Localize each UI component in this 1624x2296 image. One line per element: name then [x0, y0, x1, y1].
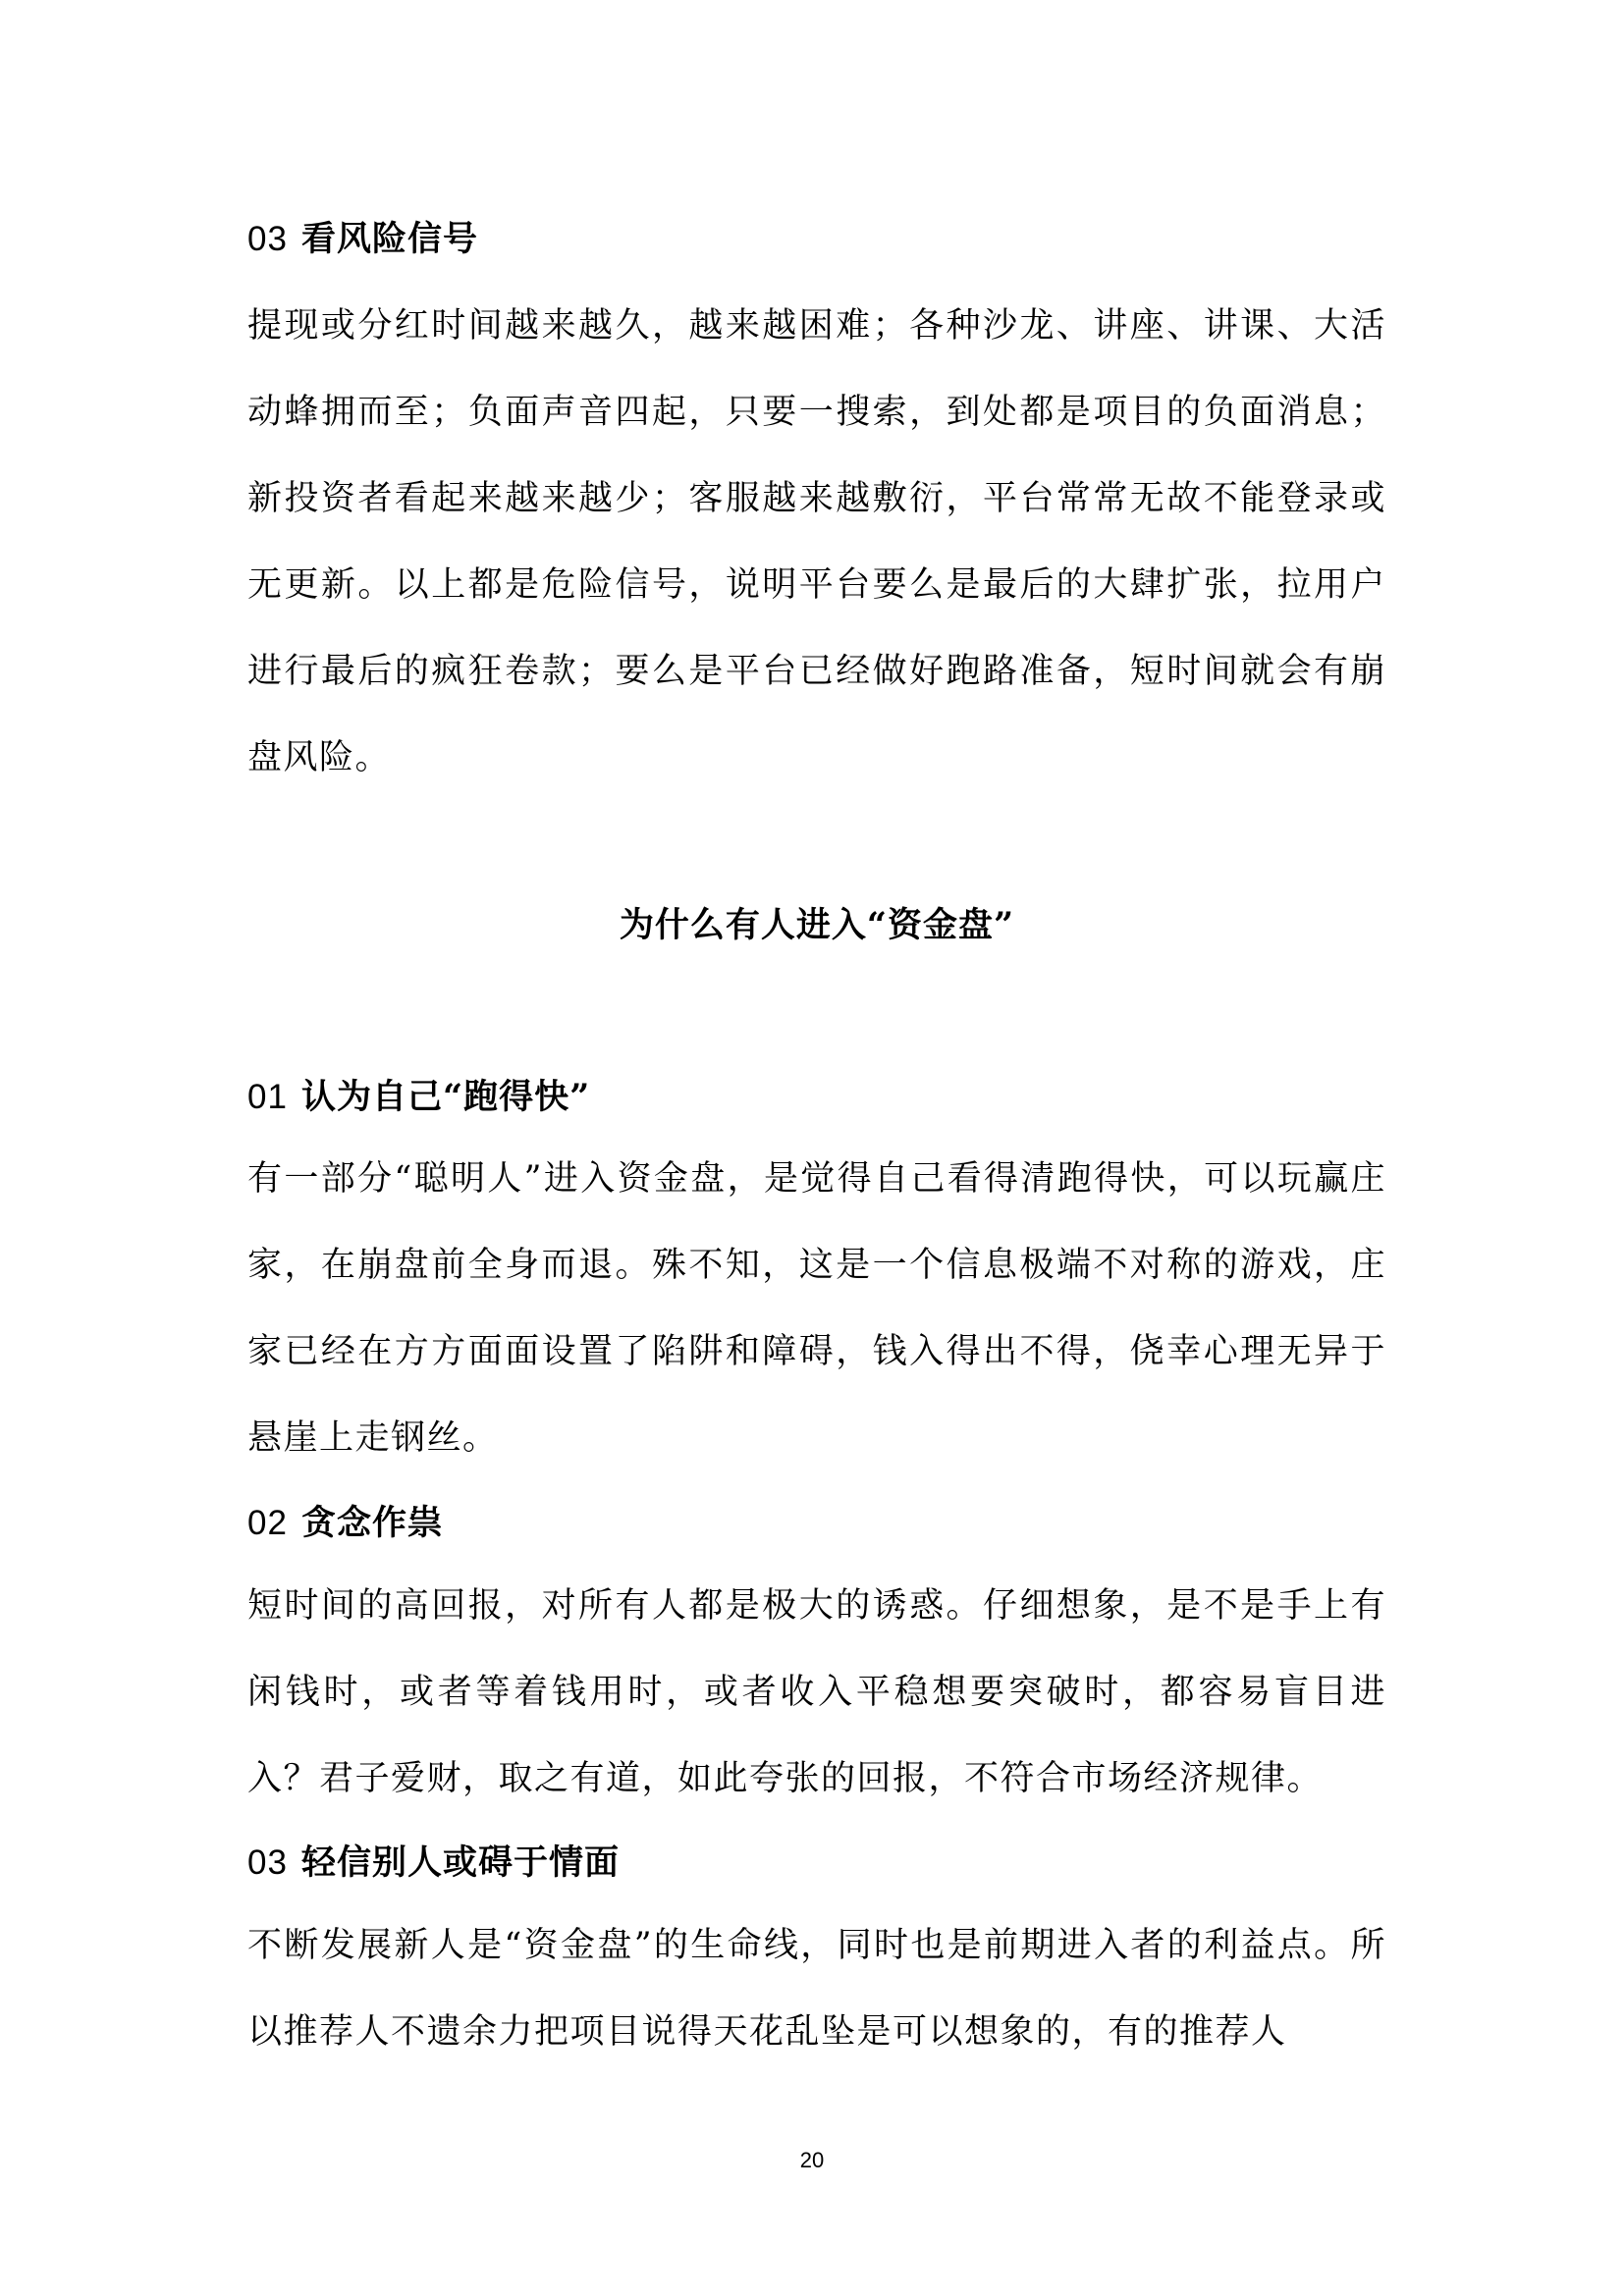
reason-3-paragraph: 不断发展新人是“资金盘”的生命线，同时也是前期进入者的利益点。所以推荐人不遗余力把项目说得天花乱坠是可以想象的，有的推荐人 — [247, 1926, 1386, 2052]
reason-1-heading — [247, 1076, 590, 1119]
heading-number: 03 — [247, 220, 288, 258]
reason-1-paragraph: 有一部分“聪明人”进入资金盘，是觉得自己看得清跑得快，可以玩赢庄家，在崩盘前全身而退。殊不知，这是一个信息极端不对称的游戏，庄家已经在方方面面设置了陷阱和障碍，钱入得出不得，侥幸心理无异于悬崖上走钢丝。 — [247, 1159, 1386, 1458]
heading-text: 轻信别人或碍于情面 — [300, 1842, 620, 1883]
reason-2-heading — [247, 1502, 443, 1545]
risk-signals-heading — [247, 218, 478, 261]
heading-text: 认为自己“跑得快” — [300, 1077, 591, 1117]
heading-number: 03 — [247, 1843, 288, 1882]
page-number: 20 — [799, 2148, 825, 2172]
risk-signals-paragraph: 提现或分红时间越来越久，越来越困难；各种沙龙、讲座、讲课、大活动蜂拥而至；负面声音四起，只要一搜索，到处都是项目的负面消息；新投资者看起来越来越少；客服越来越敷衍，平台常常无故不能登录或无更新。以上都是危险信号，说明平台要么是最后的大肆扩张，拉用户进行最后的疯狂卷款；要么是平台已经做好跑路准备，短时间就会有崩盘风险。 — [247, 306, 1386, 777]
heading-number: 01 — [247, 1078, 288, 1116]
heading-number: 02 — [247, 1504, 288, 1542]
section-title: 为什么有人进入“资金盘” — [619, 905, 1015, 945]
heading-text: 贪念作祟 — [300, 1503, 443, 1543]
reason-3-heading — [247, 1842, 620, 1885]
reason-2-paragraph: 短时间的高回报，对所有人都是极大的诱惑。仔细想象，是不是手上有闲钱时，或者等着钱用时，或者收入平稳想要突破时，都容易盲目进入？君子爱财，取之有道，如此夸张的回报，不符合市场经济规律。 — [247, 1586, 1386, 1798]
heading-text: 看风险信号 — [300, 219, 478, 259]
